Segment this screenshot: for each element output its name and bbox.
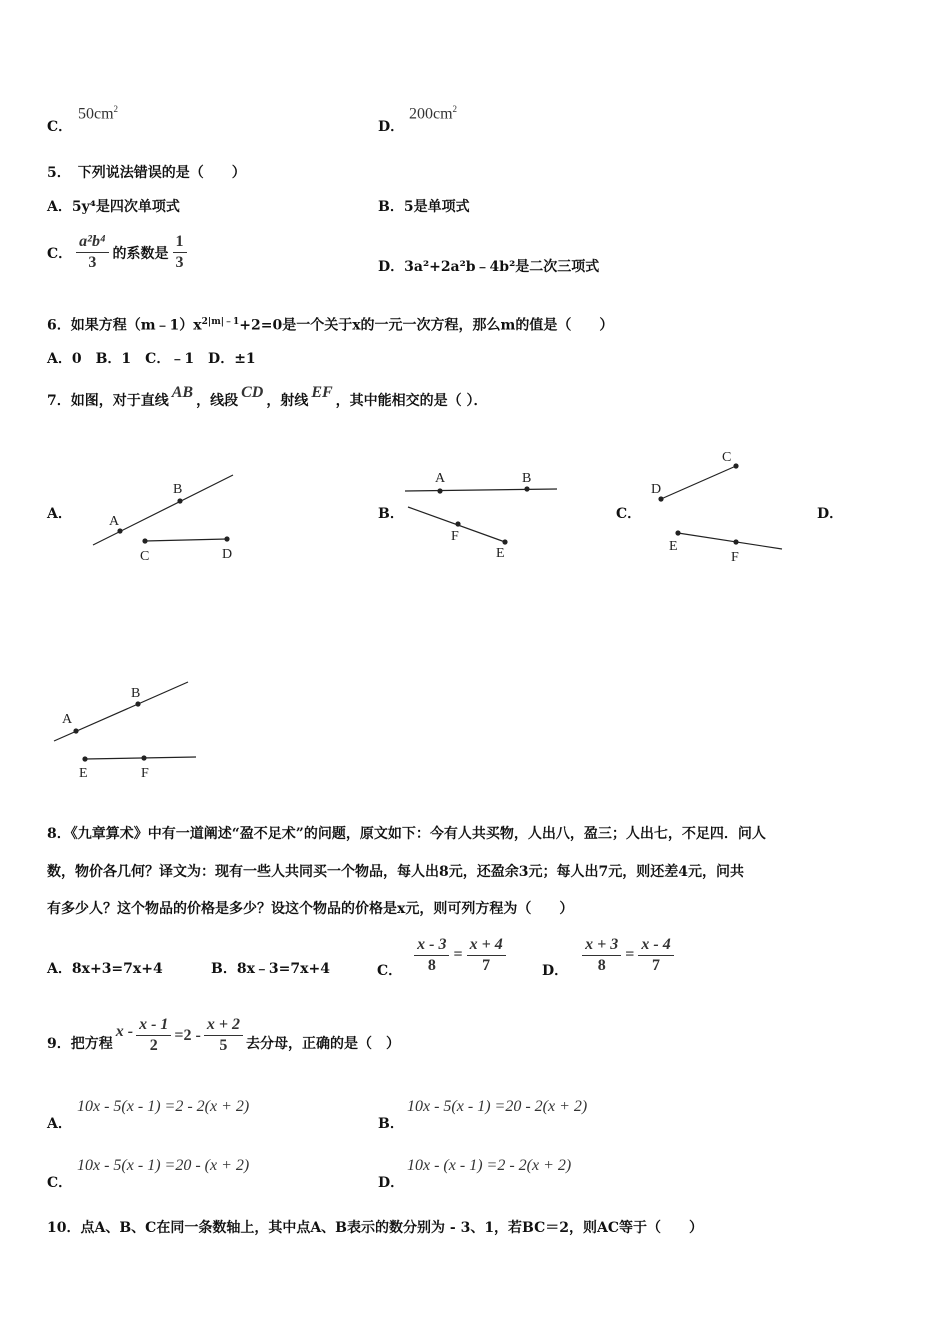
point-e-label: E: [496, 546, 505, 561]
point-d-label: D: [651, 482, 662, 497]
q9-option-c-text: 10x - 5(x - 1) =20 - (x + 2): [77, 1157, 250, 1174]
point-d: [658, 496, 663, 501]
q5-c-fraction: $\frac{\text{a²b⁴}}{3}$: [76, 232, 108, 273]
point-b-label: B: [522, 471, 532, 486]
point-a: [437, 488, 442, 493]
q7-figure-a: [85, 470, 245, 570]
q9-option-a-text: 10x - 5(x - 1) =2 - 2(x + 2): [77, 1098, 250, 1115]
point-c: [142, 538, 147, 543]
q4-option-d-value: $200cm^2$: [409, 104, 458, 123]
q7-option-b-label: B．: [378, 506, 404, 522]
point-b-label: B: [173, 482, 183, 497]
q9-option-b-text: 10x - 5(x - 1) =20 - 2(x + 2): [407, 1098, 588, 1115]
q8-option-b: B．8x﹣3=7x+4: [211, 961, 330, 977]
point-c-label: C: [722, 450, 732, 465]
q4-option-c-value: $50cm^2$: [78, 104, 119, 123]
q9-option-a-label: A．: [47, 1116, 72, 1132]
point-c-label: C: [140, 549, 150, 564]
q8-c-left-fraction: $\frac{x - 3}{8}$: [414, 935, 449, 976]
q10-stem: 10．点A、B、C在同一条数轴上，其中点A、B表示的数分别为 - 3、1，若BC＝2，则AC等于（ ）: [47, 1220, 704, 1236]
q7-option-c-label: C．: [616, 506, 642, 522]
q9-stem: 9．把方程 x - $\frac{x - 1}{2}$ =2 - $\frac{x + 2}{5}$ 去分母，正确的是（ ）: [47, 1016, 400, 1054]
q7-option-d-label: D．: [817, 506, 844, 522]
q8-c-right-fraction: $\frac{x + 4}{7}$: [467, 935, 506, 976]
q6-options: A．0 B．1 C．﹣1 D．±1: [47, 351, 256, 367]
q9-option-c-label: C．: [47, 1175, 73, 1191]
point-f-label: F: [141, 766, 149, 781]
point-a: [73, 728, 78, 733]
point-a-label: A: [109, 514, 120, 529]
segment-cd: [661, 466, 736, 499]
point-a-label: A: [435, 471, 446, 486]
point-d: [224, 536, 229, 541]
q5-option-c: C． $\frac{\text{a²b⁴}}{3}$ 的系数是 $\frac{1}{3}$: [47, 232, 187, 273]
point-e: [675, 530, 680, 535]
ray-ef: [678, 533, 782, 549]
q8-option-d: D． $\frac{x + 3}{8}$ = $\frac{x - 4}{7}$: [542, 930, 674, 980]
q9-option-d-text: 10x - (x - 1) =2 - 2(x + 2): [407, 1157, 572, 1174]
q5-option-b: B．5是单项式: [378, 199, 470, 215]
point-b: [135, 701, 140, 706]
q9-option-b-label: B．: [378, 1116, 404, 1132]
q5-stem: 5． 下列说法错误的是（ ）: [47, 165, 246, 181]
segment-cd: [145, 539, 227, 541]
q9-option-d-label: D．: [378, 1175, 405, 1191]
q4-option-d-label: D．: [378, 119, 405, 135]
point-b: [177, 498, 182, 503]
q7-stem: 7．如图，对于直线 AB ，线段 CD ，射线 EF ，其中能相交的是（ ）．: [47, 384, 488, 409]
point-e-label: E: [79, 766, 88, 781]
q7-figure-d: [48, 675, 203, 785]
point-a: [117, 528, 122, 533]
q7-option-a-label: A．: [47, 506, 72, 522]
point-e: [502, 539, 507, 544]
point-b-label: B: [131, 686, 141, 701]
q8-option-c: C． $\frac{x - 3}{8}$ = $\frac{x + 4}{7}$: [377, 930, 506, 980]
q7-figure-c: [645, 445, 790, 570]
q8-stem-line3: 有多少人？这个物品的价格是多少？设这个物品的价格是x元，则可列方程为（ ）: [47, 901, 574, 917]
q9-fraction-2: $\frac{x + 2}{5}$: [204, 1015, 243, 1056]
q5-option-a: A．5y⁴是四次单项式: [47, 199, 180, 215]
point-c: [733, 463, 738, 468]
q4-option-c-label: C．: [47, 119, 73, 135]
point-a-label: A: [62, 712, 73, 727]
point-f-label: F: [451, 529, 459, 544]
q5-c-coefficient: $\frac{1}{3}$: [173, 232, 187, 273]
point-f: [733, 539, 738, 544]
q7-figure-b: [400, 465, 565, 565]
q6-stem: 6．如果方程$(m﹣1)x^{2|m|﹣1}+2=0$是一个关于x的一元一次方程，那么m的值是（ ）: [47, 317, 614, 334]
point-f: [455, 521, 460, 526]
point-f: [141, 755, 146, 760]
q8-d-right-fraction: $\frac{x - 4}{7}$: [638, 935, 673, 976]
point-e: [82, 756, 87, 761]
q9-fraction-1: $\frac{x - 1}{2}$: [136, 1015, 171, 1056]
point-d-label: D: [222, 547, 233, 562]
line-ab: [405, 489, 557, 491]
q8-option-a: A．8x+3=7x+4: [47, 961, 163, 977]
q8-stem-line1: 8．《九章算术》中有一道阐述“盈不足术”的问题，原文如下：今有人共买物，人出八，盈三；人出七，不足四．问人: [47, 826, 766, 842]
point-f-label: F: [731, 550, 739, 565]
point-e-label: E: [669, 539, 678, 554]
q8-stem-line2: 数，物价各几何？译文为：现有一些人共同买一个物品，每人出8元，还盈余3元；每人出7元，则还差4元，问共: [47, 864, 744, 880]
ray-ef: [85, 757, 196, 759]
q8-d-left-fraction: $\frac{x + 3}{8}$: [582, 935, 621, 976]
q5-option-d: D．3a²+2a²b﹣4b²是二次三项式: [378, 259, 600, 275]
point-b: [524, 486, 529, 491]
line-ab: [93, 475, 233, 545]
